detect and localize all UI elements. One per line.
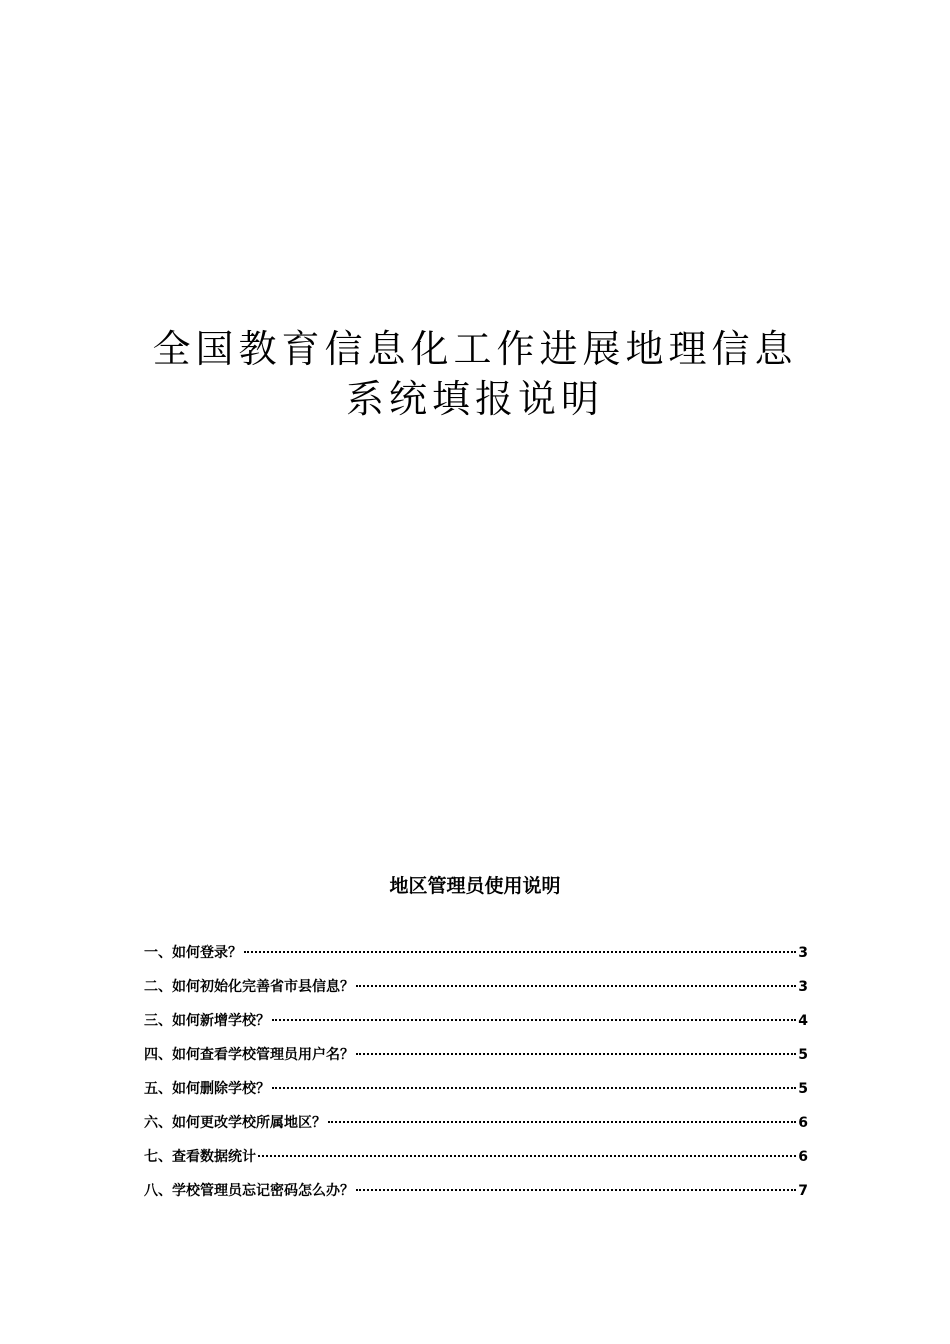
toc-entry-add-school[interactable] <box>144 1011 808 1045</box>
toc-page-number: 3 <box>798 945 808 961</box>
toc-page-number: 5 <box>798 1081 808 1097</box>
toc-entry-forgot-password[interactable] <box>144 1181 808 1215</box>
toc-entry-label: 八、学校管理员忘记密码怎么办？ <box>144 1183 354 1199</box>
toc-entry-init-region-info[interactable] <box>144 977 808 1011</box>
toc-entry-label: 二、如何初始化完善省市县信息？ <box>144 979 354 995</box>
toc-dot-leader <box>258 1155 796 1157</box>
toc-entry-label: 四、如何查看学校管理员用户名？ <box>144 1047 354 1063</box>
toc-page-number: 3 <box>798 979 808 995</box>
toc-entry-label: 三、如何新增学校？ <box>144 1013 270 1029</box>
toc-dot-leader <box>328 1121 796 1123</box>
toc-dot-leader <box>272 1087 796 1089</box>
toc-heading: 地区管理员使用说明 <box>389 875 561 897</box>
toc-entry-login[interactable] <box>144 943 808 977</box>
toc-entry-label: 七、查看数据统计 <box>144 1149 256 1165</box>
toc-entry-delete-school[interactable] <box>144 1079 808 1113</box>
document-title-line-1: 全国教育信息化工作进展地理信息 <box>152 327 798 371</box>
table-of-contents <box>144 943 808 1215</box>
toc-dot-leader <box>244 951 796 953</box>
toc-entry-change-school-region[interactable] <box>144 1113 808 1147</box>
toc-entry-label: 一、如何登录？ <box>144 945 242 961</box>
toc-page-number: 7 <box>798 1183 808 1199</box>
toc-dot-leader <box>356 985 796 987</box>
toc-entry-label: 五、如何删除学校？ <box>144 1081 270 1097</box>
toc-dot-leader <box>272 1019 796 1021</box>
toc-dot-leader <box>356 1189 796 1191</box>
toc-dot-leader <box>356 1053 796 1055</box>
document-title-line-2: 系统填报说明 <box>345 377 604 421</box>
toc-page-number: 6 <box>798 1115 808 1131</box>
toc-page-number: 5 <box>798 1047 808 1063</box>
toc-entry-view-admin-username[interactable] <box>144 1045 808 1079</box>
toc-entry-label: 六、如何更改学校所属地区？ <box>144 1115 326 1131</box>
toc-entry-view-statistics[interactable] <box>144 1147 808 1181</box>
toc-page-number: 4 <box>798 1013 808 1029</box>
toc-page-number: 6 <box>798 1149 808 1165</box>
